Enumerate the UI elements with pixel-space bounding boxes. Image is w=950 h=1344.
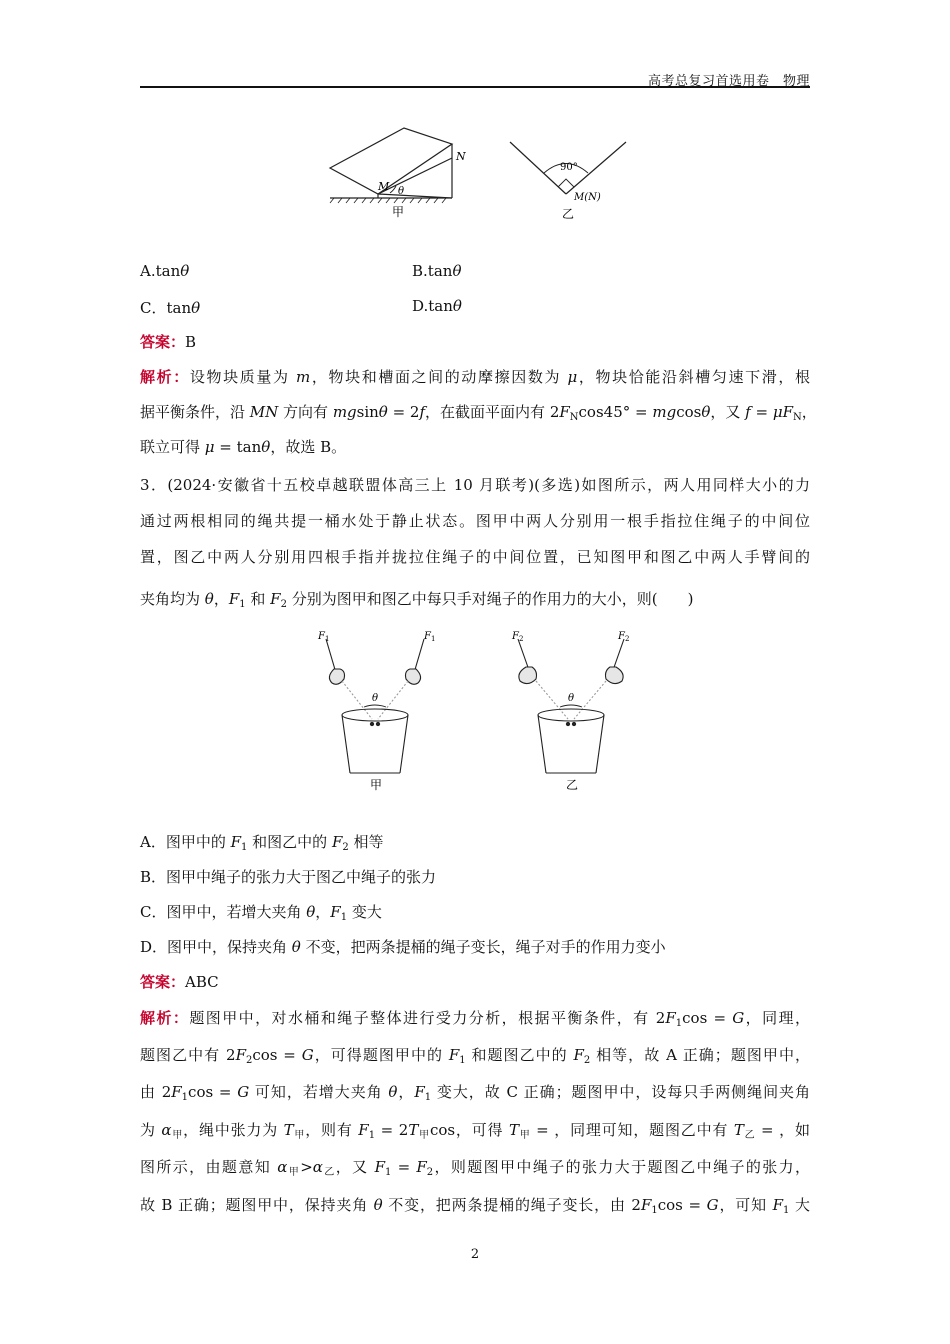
- option-var: θ: [452, 262, 462, 280]
- q2-answer: [140, 332, 810, 352]
- q2-option-b: [412, 262, 461, 280]
- page-number: 2: [470, 1247, 480, 1262]
- option-text: tan: [155, 262, 181, 280]
- text: = ，同理可知，题图乙中有: [530, 1121, 734, 1139]
- figure-jia-incline-trough: [330, 128, 452, 203]
- subscript: 乙: [322, 1167, 336, 1178]
- option-var: θ: [180, 262, 190, 280]
- var: F: [448, 1046, 460, 1064]
- text: 由 2: [140, 1083, 172, 1101]
- text: 可知，若增大夹角: [249, 1083, 389, 1101]
- text: 设物块质量为: [189, 368, 296, 386]
- subscript: 1: [181, 1092, 189, 1103]
- text: cos: [676, 403, 702, 421]
- label-f1-right: [423, 631, 435, 643]
- text: ，: [315, 903, 331, 921]
- subscript: 2: [280, 599, 287, 610]
- option-text: tan: [166, 299, 192, 317]
- var: F: [416, 1158, 427, 1176]
- var: α: [277, 1158, 288, 1176]
- text: 不变，把两条提桶的绳子变长，绳子对手的作用力变小: [300, 938, 666, 956]
- q3-option-d: [140, 937, 810, 957]
- text: cos =: [657, 1196, 707, 1214]
- text: 据平衡条件，沿: [140, 403, 250, 421]
- var: θ: [306, 903, 316, 921]
- var: G: [301, 1046, 314, 1064]
- subscript: 2: [245, 1055, 253, 1066]
- text: D．图甲中，保持夹角: [140, 938, 292, 956]
- text: = 2: [387, 403, 420, 421]
- var: mg: [652, 403, 677, 421]
- q2-analysis-line-3: [140, 437, 810, 457]
- q3-option-b: B．图甲中绳子的张力大于图乙中绳子的张力: [140, 868, 437, 886]
- text: 和题图乙中的: [465, 1046, 574, 1064]
- text: ，又: [335, 1158, 375, 1176]
- subscript: 2: [426, 1167, 434, 1178]
- var: F: [230, 833, 242, 851]
- var: F: [235, 1046, 246, 1064]
- var: F: [573, 1046, 584, 1064]
- text: sin: [356, 403, 379, 421]
- analysis-label: 解析：: [140, 1009, 190, 1027]
- text: 为: [140, 1121, 162, 1139]
- subscript: 2: [624, 635, 630, 643]
- var: MN: [249, 403, 279, 421]
- var: T: [508, 1121, 519, 1139]
- var: f: [745, 403, 751, 421]
- option-var: θ: [452, 297, 462, 315]
- label-jia: 甲: [370, 778, 383, 792]
- q3-stem-line-2: 通过两根相同的绳共提一桶水处于静止状态。图甲中两人分别用一根手指拉住绳子的中间位: [140, 512, 810, 530]
- q3-answer: [140, 972, 810, 992]
- text: = tan: [214, 438, 262, 456]
- option-text: tan: [428, 297, 453, 315]
- analysis-label: 解析：: [140, 368, 190, 386]
- option-var: θ: [191, 299, 201, 317]
- figure-jia-bucket: [326, 639, 424, 773]
- text: ，则题图甲中绳子的张力大于题图乙中绳子的张力，: [433, 1158, 811, 1176]
- subscript: 1: [430, 635, 436, 643]
- label-m: M: [378, 180, 390, 193]
- subscript: 1: [675, 1018, 683, 1029]
- subscript: 甲: [171, 1130, 184, 1141]
- text: cos，可得: [429, 1121, 509, 1139]
- option-letter: D.: [412, 297, 429, 315]
- q3-option-a: [140, 832, 810, 858]
- text: ，则有: [305, 1121, 359, 1139]
- label-theta-jia: θ: [372, 693, 379, 704]
- text: cos45° =: [578, 403, 653, 421]
- text: ，: [397, 1083, 415, 1101]
- subscript: 1: [783, 1205, 790, 1216]
- text: cos =: [188, 1083, 238, 1101]
- q3-figure: [300, 625, 650, 797]
- var: G: [237, 1083, 250, 1101]
- subscript: 2: [342, 842, 349, 853]
- subscript: 1: [239, 599, 246, 610]
- var: F: [618, 631, 625, 642]
- var: θ: [373, 1196, 383, 1214]
- text: 变大: [347, 903, 382, 921]
- label-n: N: [456, 150, 466, 163]
- text: ，物块恰能沿斜槽匀速下滑，根: [577, 368, 810, 386]
- text: C．图甲中，若增大夹角: [140, 903, 307, 921]
- text: cos =: [252, 1046, 302, 1064]
- var: F: [331, 833, 343, 851]
- var: F: [330, 903, 341, 921]
- text: A．图甲中的: [140, 833, 231, 851]
- var: F: [424, 631, 431, 642]
- answer-value: B: [185, 333, 197, 351]
- text: 不变，把两条提桶的绳子变长，由 2: [382, 1196, 641, 1214]
- answer-value: ABC: [185, 973, 219, 991]
- subscript: 1: [459, 1055, 466, 1066]
- header-title: 高考总复习首选用卷 物理: [647, 74, 810, 89]
- q3-analysis-line-4: [140, 1120, 810, 1146]
- text: 和图乙中的: [247, 833, 332, 851]
- q2-option-c: [140, 297, 200, 318]
- text: ，绳中张力为: [183, 1121, 284, 1139]
- subscript: 乙: [743, 1130, 756, 1141]
- var: α: [312, 1158, 323, 1176]
- label-theta-yi: θ: [568, 693, 575, 704]
- var: F: [512, 631, 519, 642]
- q2-analysis-line-2: [140, 402, 817, 428]
- subscript: 1: [385, 1167, 392, 1178]
- var: θ: [388, 1083, 398, 1101]
- subscript: 甲: [293, 1130, 306, 1141]
- label-f1-left: [317, 631, 329, 643]
- text: 夹角均为: [140, 590, 205, 608]
- var: F: [665, 1009, 676, 1027]
- subscript: 1: [241, 842, 248, 853]
- q2-figure: [320, 118, 640, 226]
- text: ，在截面平面内有 2: [425, 403, 560, 421]
- text: ，可得题图甲中的: [313, 1046, 449, 1064]
- text: 题图乙中有 2: [140, 1046, 236, 1064]
- text: cos =: [682, 1009, 733, 1027]
- subscript: N: [569, 412, 579, 423]
- q3-analysis-line-2: [140, 1045, 810, 1071]
- var: T: [283, 1121, 294, 1139]
- text: ，同理，: [744, 1009, 810, 1027]
- text: 和: [245, 590, 271, 608]
- text: ，: [213, 590, 229, 608]
- var: F: [318, 631, 325, 642]
- q3-option-c: [140, 902, 810, 928]
- q2-option-d: [412, 297, 462, 315]
- subscript: 甲: [418, 1130, 430, 1141]
- text: ，: [801, 403, 817, 421]
- subscript: 甲: [287, 1167, 301, 1178]
- text: 联立可得: [140, 438, 205, 456]
- var: mg: [332, 403, 357, 421]
- subscript: 1: [340, 912, 348, 923]
- q3-stem-line-1: 3．(2024·安徽省十五校卓越联盟体高三上 10 月联考)(多选)如图所示，两人用同样大小的力: [140, 476, 810, 494]
- text: 变大，故 C 正确；题图甲中，设每只手两侧绳间夹角: [431, 1083, 811, 1101]
- answer-label: 答案：: [140, 973, 186, 991]
- text: ，故选 B。: [270, 438, 347, 456]
- label-yi: 乙: [562, 207, 575, 221]
- subscript: N: [792, 412, 802, 423]
- text: >: [300, 1158, 313, 1176]
- var: μ: [772, 403, 783, 421]
- subscript: 2: [518, 635, 524, 643]
- label-theta: θ: [398, 186, 405, 197]
- q2-analysis-line-1: [140, 367, 810, 387]
- var: F: [171, 1083, 182, 1101]
- var: T: [733, 1121, 744, 1139]
- q3-analysis-line-5: [140, 1157, 810, 1183]
- var: F: [358, 1121, 369, 1139]
- text: 图所示，由题意知: [140, 1158, 278, 1176]
- answer-label: 答案：: [140, 333, 186, 351]
- var: F: [270, 590, 281, 608]
- figure-yi-bucket: [518, 639, 624, 773]
- var: F: [640, 1196, 652, 1214]
- subscript: 1: [651, 1205, 658, 1216]
- text: = 2: [375, 1121, 409, 1139]
- option-letter: C．: [140, 299, 167, 317]
- text: ，又: [710, 403, 746, 421]
- var: F: [374, 1158, 386, 1176]
- q3-stem-line-3: 置，图乙中两人分别用四根手指并拢拉住绳子的中间位置，已知图甲和图乙中两人手臂间的: [140, 548, 810, 566]
- q3-analysis-line-3: [140, 1082, 810, 1108]
- option-letter: B.: [412, 262, 428, 280]
- subscript: 2: [583, 1055, 591, 1066]
- label-yi: 乙: [566, 778, 579, 792]
- text: 方向有: [278, 403, 333, 421]
- q3-analysis-line-6: [140, 1195, 810, 1221]
- var: μ: [567, 368, 578, 386]
- label-m-n: M(N): [574, 192, 601, 203]
- var: θ: [204, 590, 214, 608]
- var: m: [295, 368, 311, 386]
- subscript: 1: [368, 1130, 376, 1141]
- var: T: [408, 1121, 419, 1139]
- text: 相等，故 A 正确；题图甲中，: [590, 1046, 810, 1064]
- var: μ: [204, 438, 215, 456]
- text: ，可知: [718, 1196, 773, 1214]
- header-divider: [140, 86, 810, 88]
- subscript: 1: [424, 1092, 432, 1103]
- var: θ: [378, 403, 388, 421]
- var: α: [161, 1121, 172, 1139]
- text: 故 B 正确；题图甲中，保持夹角: [140, 1196, 374, 1214]
- text: =: [750, 403, 773, 421]
- var: θ: [701, 403, 711, 421]
- label-f2-left: [511, 631, 523, 643]
- var: G: [706, 1196, 719, 1214]
- q3-analysis-line-1: [140, 1008, 810, 1034]
- var: F: [559, 403, 570, 421]
- label-f2-right: [617, 631, 629, 643]
- var: F: [782, 403, 793, 421]
- text: 相等: [348, 833, 384, 851]
- label-jia: 甲: [392, 205, 405, 219]
- option-letter: A.: [140, 262, 156, 280]
- subscript: 1: [324, 635, 330, 643]
- q2-option-a: [140, 262, 189, 280]
- var: f: [419, 403, 426, 421]
- var: F: [772, 1196, 783, 1214]
- text: ，物块和槽面之间的动摩擦因数为: [310, 368, 568, 386]
- text: = ，如: [755, 1121, 810, 1139]
- var: F: [228, 590, 240, 608]
- text: =: [391, 1158, 417, 1176]
- var: G: [732, 1009, 745, 1027]
- subscript: 甲: [518, 1130, 531, 1141]
- var: F: [414, 1083, 425, 1101]
- q3-stem-line-4: [140, 589, 810, 615]
- text: 大: [789, 1196, 810, 1214]
- var: θ: [261, 438, 271, 456]
- text: 题图甲中，对水桶和绳子整体进行受力分析，根据平衡条件，有 2: [189, 1009, 666, 1027]
- var: θ: [291, 938, 301, 956]
- text: 分别为图甲和图乙中每只手对绳子的作用力的大小，则( ): [286, 590, 694, 608]
- label-90-degrees: 90°: [560, 162, 578, 173]
- option-text: tan: [427, 262, 453, 280]
